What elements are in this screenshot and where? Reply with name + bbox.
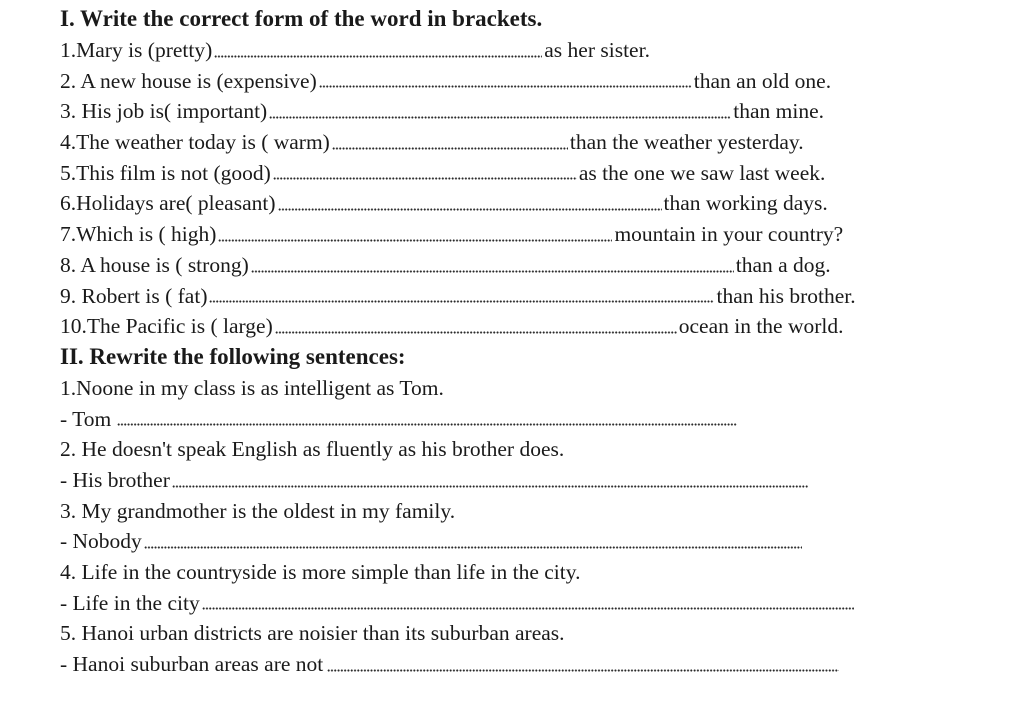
answer-blank[interactable]	[117, 423, 737, 426]
answer-start: - His brother	[60, 467, 170, 492]
answer-start: - Tom	[60, 406, 112, 431]
rewrite-answer	[60, 649, 970, 680]
exercise-1-item	[60, 35, 970, 66]
answer-blank[interactable]	[144, 546, 802, 549]
rewrite-answer	[60, 465, 970, 496]
item-prompt: 6.Holidays are( pleasant)	[60, 191, 276, 216]
item-ending: than his brother.	[716, 283, 856, 308]
exercise-1-item	[60, 96, 970, 127]
item-prompt: 10.The Pacific is ( large)	[60, 314, 273, 339]
exercise-1-item	[60, 311, 970, 342]
section-1-heading: I. Write the correct form of the word in brackets.	[60, 6, 543, 31]
original-sentence: 3. My grandmother is the oldest in my family.	[60, 498, 456, 523]
item-ending: than the weather yesterday.	[569, 130, 804, 155]
exercise-1-item	[60, 66, 970, 97]
exercise-1-item	[60, 281, 970, 312]
item-prompt: 8. A house is ( strong)	[60, 252, 249, 277]
answer-blank[interactable]	[278, 208, 662, 211]
exercise-1-item	[60, 188, 970, 219]
rewrite-answer	[60, 588, 970, 619]
item-ending: than a dog.	[735, 252, 831, 277]
answer-blank[interactable]	[275, 331, 677, 334]
answer-blank[interactable]	[273, 177, 577, 180]
original-sentence: 2. He doesn't speak English as fluently as his brother does.	[60, 437, 565, 462]
answer-blank[interactable]	[209, 300, 714, 303]
original-sentence: 1.Noone in my class is as intelligent as Tom.	[60, 375, 444, 400]
answer-blank[interactable]	[269, 116, 731, 119]
item-ending: than an old one.	[693, 68, 832, 93]
item-prompt: 5.This film is not (good)	[60, 160, 271, 185]
exercise-1-item	[60, 219, 970, 250]
exercise-1-item	[60, 158, 970, 189]
answer-blank[interactable]	[172, 485, 808, 488]
original-sentence: 5. Hanoi urban districts are noisier than its suburban areas.	[60, 621, 565, 646]
item-ending: as her sister.	[544, 38, 650, 62]
rewrite-sentence	[60, 434, 970, 465]
item-ending: than working days.	[663, 191, 828, 216]
rewrite-sentence	[60, 373, 970, 404]
item-ending: ocean in the world.	[678, 314, 844, 339]
answer-start: - Life in the city	[60, 590, 200, 615]
answer-blank[interactable]	[202, 607, 854, 610]
section-2-heading: II. Rewrite the following sentences:	[60, 343, 406, 369]
item-prompt: 4.The weather today is ( warm)	[60, 130, 330, 155]
item-prompt: 1.Mary is (pretty)	[60, 38, 213, 62]
item-prompt: 2. A new house is (expensive)	[60, 68, 317, 93]
answer-blank[interactable]	[319, 85, 692, 88]
item-ending: mountain in your country?	[614, 222, 844, 247]
rewrite-answer	[60, 526, 970, 557]
rewrite-answer	[60, 404, 970, 435]
answer-blank[interactable]	[332, 147, 568, 150]
exercise-1-item	[60, 250, 970, 281]
item-ending: than mine.	[733, 99, 824, 124]
rewrite-sentence	[60, 557, 970, 588]
original-sentence: 4. Life in the countryside is more simple than life in the city.	[60, 560, 581, 584]
answer-start: - Nobody	[60, 529, 142, 554]
item-prompt: 7.Which is ( high)	[60, 222, 217, 247]
answer-start: - Hanoi suburban areas are not	[60, 652, 324, 677]
item-prompt: 9. Robert is ( fat)	[60, 283, 208, 308]
exercise-1-item	[60, 127, 970, 158]
item-ending: as the one we saw last week.	[578, 160, 826, 185]
answer-blank[interactable]	[327, 669, 839, 672]
answer-blank[interactable]	[214, 55, 542, 58]
answer-blank[interactable]	[218, 239, 612, 242]
rewrite-sentence	[60, 618, 970, 649]
item-prompt: 3. His job is( important)	[60, 99, 268, 124]
answer-blank[interactable]	[251, 270, 734, 273]
worksheet	[60, 4, 970, 680]
rewrite-sentence	[60, 496, 970, 527]
